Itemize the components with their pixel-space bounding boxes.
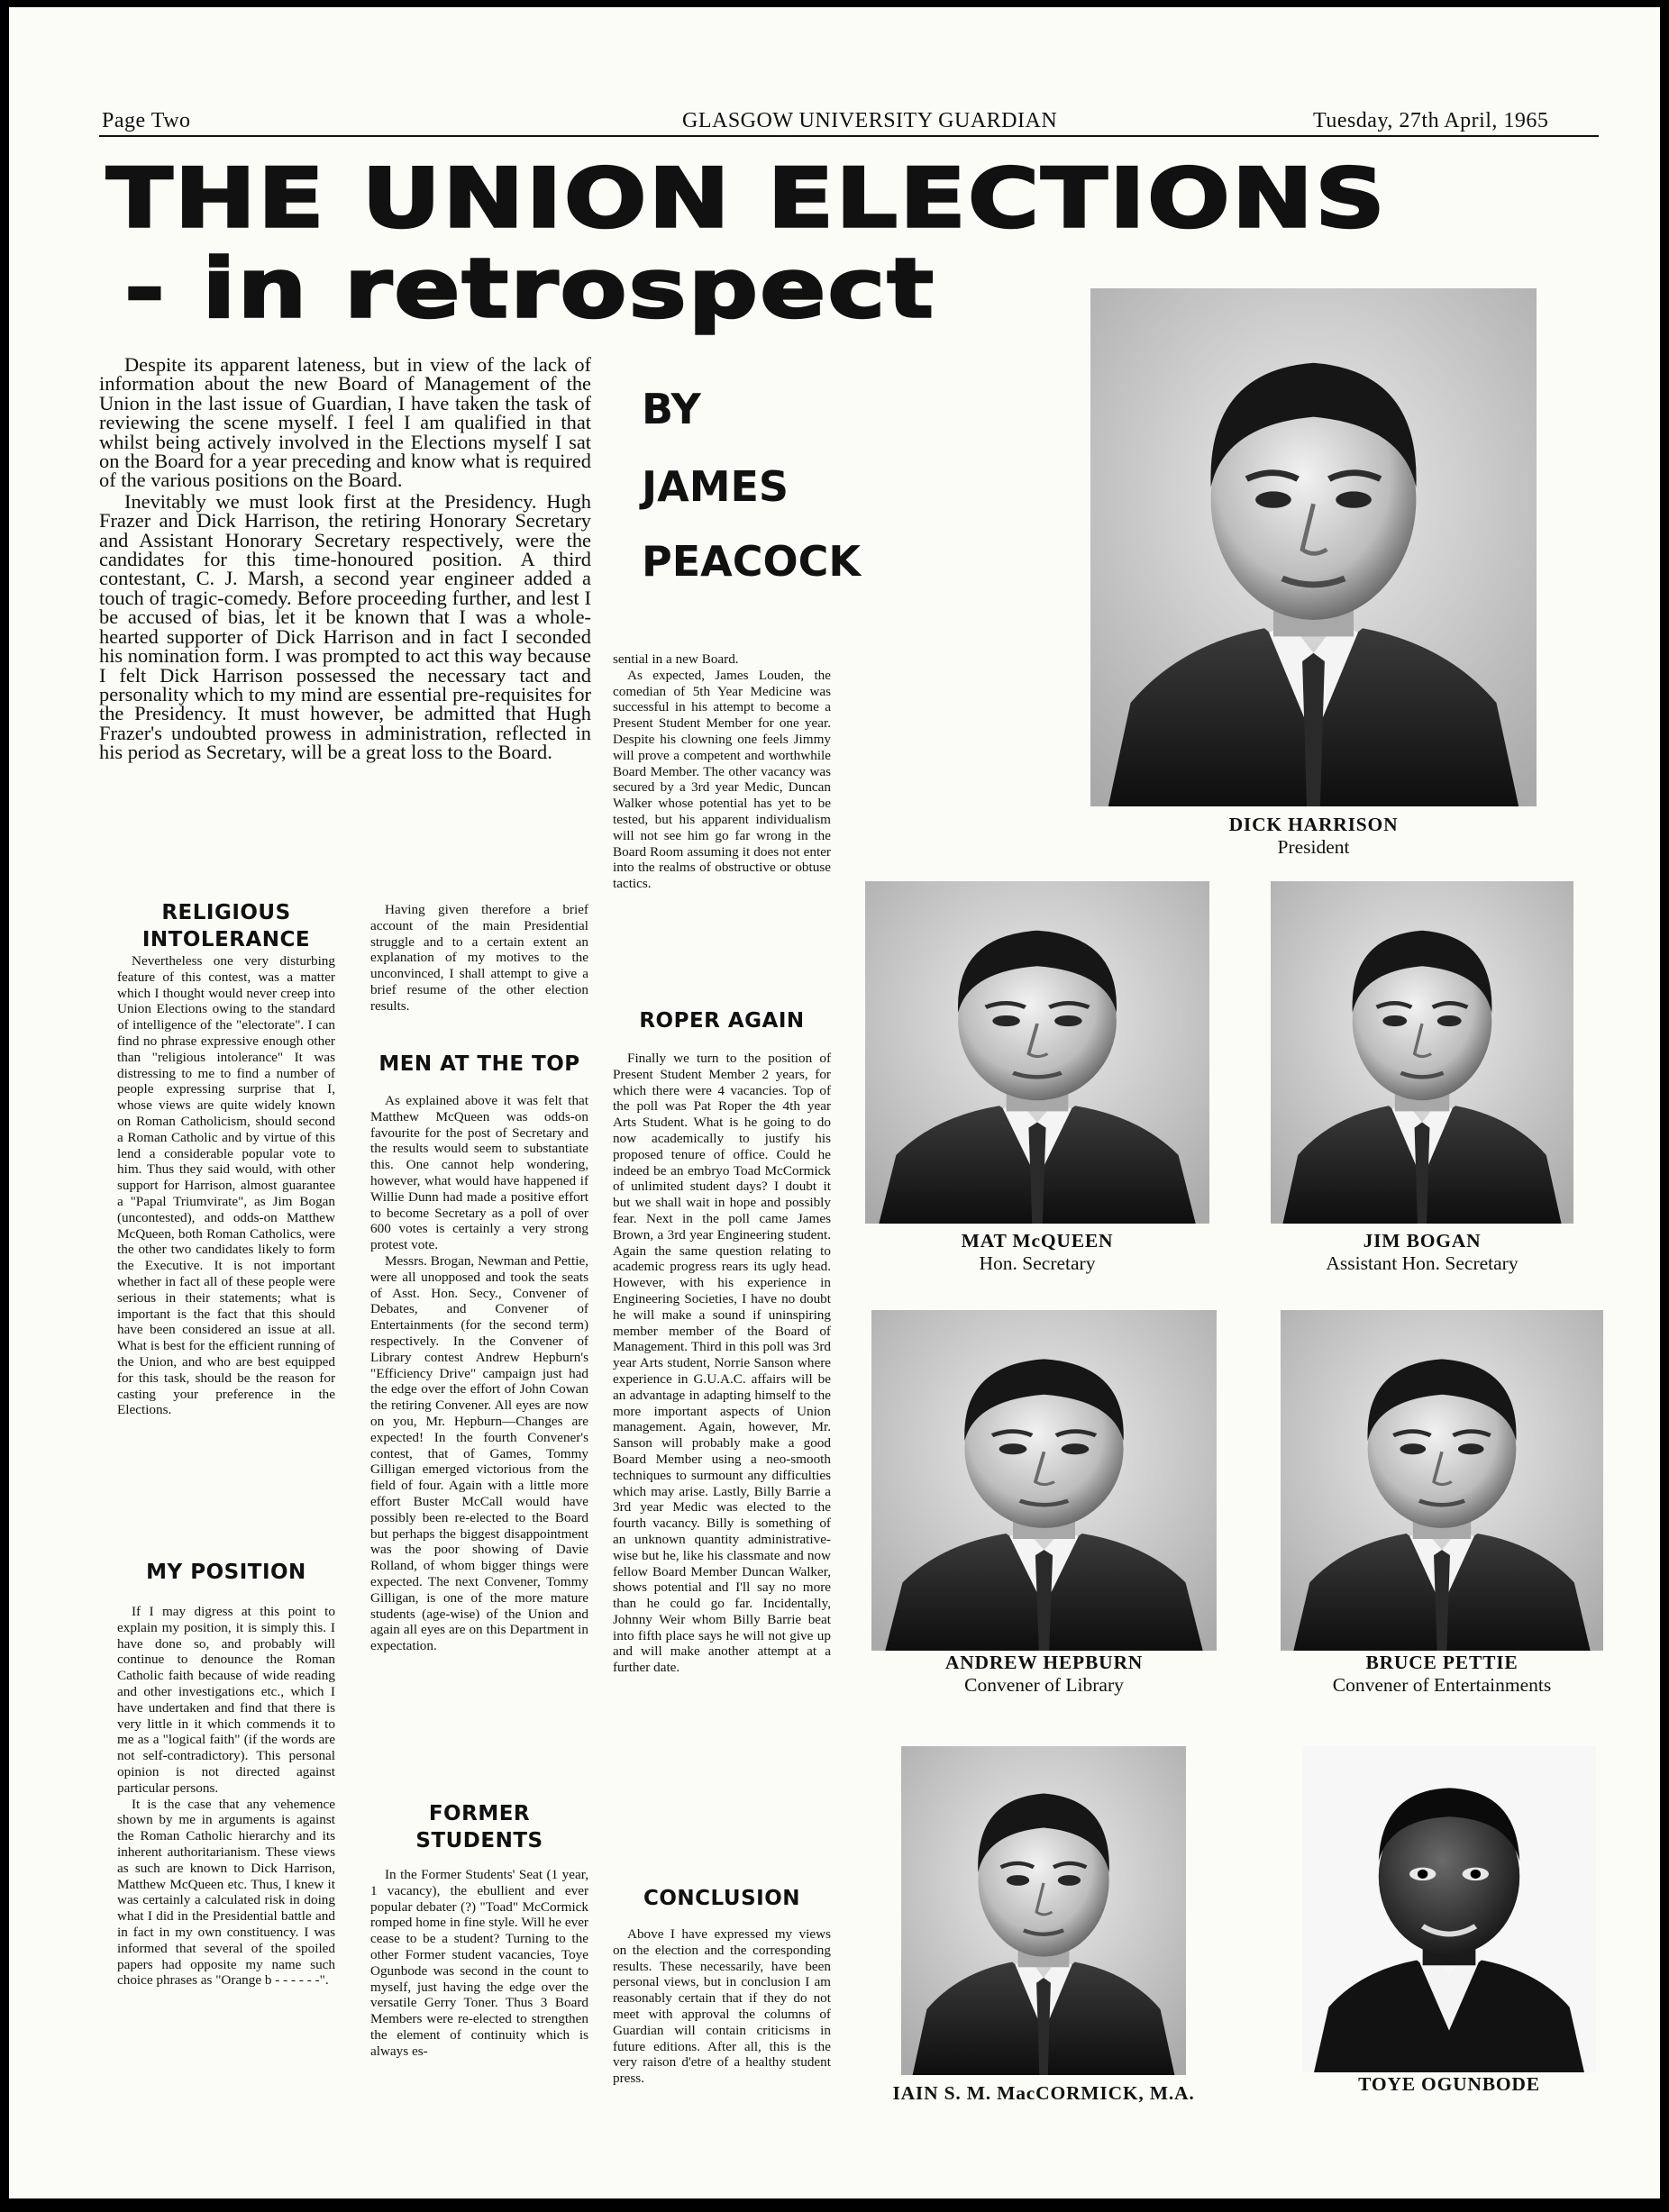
person-role: Assistant Hon. Secretary [1326, 1252, 1519, 1274]
andrew-hepburn-photo [871, 1310, 1217, 1651]
heading-line: FORMER [428, 1802, 531, 1825]
portrait-image [901, 1746, 1186, 2075]
position-text [117, 1604, 335, 1989]
person-name: DICK HARRISON [1228, 814, 1399, 835]
paragraph: If I may digress at this point to explain my position, it is simply this. I have done so, and probably will continue to denounce the Roman Catholic faith because of wide reading and other investigations etc., which I have undertaken and find that there is very little in it which commends it to me as a "logical faith" (if the words are not self-contradictory). This personal opinion is not directed against particular persons. [117, 1604, 335, 1796]
bruce-pettie-caption [1269, 1652, 1615, 1697]
heading-line: STUDENTS [415, 1829, 543, 1852]
toye-ogunbode-caption [1289, 2073, 1610, 2096]
mat-mcqueen-photo [865, 881, 1209, 1224]
byline-last-name: PEACOCK [642, 537, 862, 586]
jim-bogan-caption [1263, 1230, 1581, 1275]
former-heading [370, 1800, 588, 1854]
roper-heading: ROPER AGAIN [639, 1009, 805, 1033]
continued-text: sential in a new Board. [613, 651, 739, 667]
iain-maccormick-caption [863, 2082, 1224, 2105]
former-text [370, 1867, 588, 2060]
paragraph: Nevertheless one very disturbing feature of this contest, was a matter which I thought would never creep into Union Elections owing to the standard of intelligence of the "electorate". I can find no phrase expressive enough other than "religious intolerance" It was distressing to me to find a number of people expressing surprise that I, whose views are quite widely known on Roman Catholicism, should second a Roman Catholic and by virtue of this lend a considerable popular vote to him. Thus they said would, with other support for Harrison, almost guarantee a "Papal Triumvirate", as Jim Bogan (uncontested), and odds-on Matthew McQueen, both Roman Catholics, were the other two candidates likely to form the Executive. It is not important whether in fact all of these people were serious in their statements; what is important is the fact that this should have been considered an issue at all. What is best for the efficient running of the Union, and who are best equipped for this task, should be the reason for casting your preference in the Elections. [117, 953, 335, 1418]
toye-ogunbode-photo [1302, 1746, 1596, 2072]
header-rule [99, 135, 1599, 137]
headline-line1: THE UNION ELECTIONS [106, 151, 1387, 247]
conclusion-text [613, 1926, 831, 2087]
heading-line: RELIGIOUS [161, 901, 291, 924]
newspaper-page [9, 7, 1660, 2198]
portrait-image [1281, 1310, 1603, 1651]
religious-text [117, 953, 335, 1418]
intro-text [99, 355, 591, 764]
person-name: BRUCE PETTIE [1365, 1652, 1519, 1673]
conclusion-heading: CONCLUSION [643, 1887, 800, 1910]
paragraph: Having given therefore a brief account of the main Presidential struggle and to a certain extent an explanation of my motives to the unconvinced, I shall attempt to give a brief resume of the other election results. [370, 902, 588, 1014]
paragraph: In the Former Students' Seat (1 year, 1 vacancy), the ebullient and ever popular debater (?) "Toad" McCormick romped home in fine style. Will he ever cease to be a student? Turning to the other Former student vacancies, Toye Ogunbode was second in the count to myself, just having the edge over the versatile Gerry Toner. Thus 3 Board Members were re-elected to strengthen the element of continuity which is always es- [370, 1867, 588, 2059]
bruce-pettie-photo [1281, 1310, 1603, 1651]
paragraph: Above I have expressed my views on the election and the corresponding results. These necessarily, have been personal views, but in conclusion I am reasonably certain that if they do not meet with approval the columns of Guardian will contain criticisms in future editions. After all, this is the very raison d'etre of a healthy student press. [613, 1926, 831, 2087]
men-text [370, 1093, 588, 1654]
person-role: Convener of Library [964, 1674, 1124, 1696]
heading-line: INTOLERANCE [141, 928, 311, 951]
religious-heading [117, 899, 335, 953]
roper-text [613, 1051, 831, 1676]
portrait-image [1302, 1746, 1596, 2072]
mat-mcqueen-caption [865, 1230, 1209, 1275]
person-name: JIM BOGAN [1363, 1230, 1482, 1252]
col3-top-text [613, 651, 831, 892]
byline-by: BY [642, 385, 701, 433]
person-name: IAIN S. M. MacCORMICK, M.A. [892, 2082, 1195, 2104]
paragraph: It is the case that any vehemence shown by me in arguments is against the Roman Catholic hierarchy and its inherent authoritarianism. These views as such are known to Dick Harrison, Matthew McQueen etc. Thus, I knew it was certainly a calculated risk in doing what I did in the Presidential battle and in fact in my own constituency. I was informed that several of the spoiled papers had opposite my name such choice phrases as "Orange b - - - - - -". [117, 1796, 335, 1989]
dick-harrison-photo [1090, 288, 1537, 806]
person-name: MAT McQUEEN [961, 1230, 1114, 1252]
headline-line2: - in retrospect [124, 241, 936, 337]
person-name: TOYE OGUNBODE [1358, 2073, 1540, 2095]
andrew-hepburn-caption [865, 1652, 1223, 1697]
page-label: Page Two [102, 109, 191, 132]
issue-date: Tuesday, 27th April, 1965 [1313, 109, 1549, 132]
intro-paragraph: Inevitably we must look first at the Presidency. Hugh Frazer and Dick Harrison, the retiring Honorary Secretary and Assistant Honorary Secretary respectively, were the candidates for this time-honoured position. A third contestant, C. J. Marsh, a second year engineer added a touch of tragic-comedy. Before proceeding further, and lest I be accused of bias, let it be known that I was a whole-hearted supporter of Dick Harrison and in fact I seconded his nomination form. I was prompted to act this way because I felt Dick Harrison possessed the necessary tact and personality which to my mind are essential pre-requisites for the Presidency. It must however, be admitted that Hugh Frazer's undoubted prowess in administration, reflected in his period as Secretary, will be a great loss to the Board. [99, 489, 591, 764]
person-name: ANDREW HEPBURN [944, 1652, 1144, 1673]
portrait-image [1090, 288, 1537, 806]
paragraph: Messrs. Brogan, Newman and Pettie, were all unopposed and took the seats of Asst. Hon. Secy., Convener of Debates, and Convener of Entertainments (for the second term) respectively. In the Convener of Library contest Andrew Hepburn's "Efficiency Drive" campaign just had the edge over the effort of John Cowan the retiring Convener. All eyes are now on you, Mr. Hepburn—Changes are expected! In the fourth Convener's contest, that of Games, Tommy Gilligan emerged victorious from the field of four. Again with a little more effort Buster McCall would have possibly been re-elected to the Board but perhaps the biggest disappointment was the poor showing of Davie Rolland, of whom bigger things were expected. The next Convener, Tommy Gilligan, is one of the more mature students (age-wise) of the Union and again all eyes are on this Department in expectation. [370, 1252, 588, 1654]
position-heading: MY POSITION [146, 1561, 306, 1584]
person-role: Hon. Secretary [979, 1252, 1096, 1274]
men-heading: MEN AT THE TOP [378, 1052, 580, 1076]
iain-maccormick-photo [901, 1746, 1186, 2075]
intro-paragraph: Despite its apparent lateness, but in view of the lack of information about the new Board of Management of the Union in the last issue of Guardian, I have taken the task of reviewing the scene myself. I feel I am qualified in that whilst being actively involved in the Elections myself I sat on the Board for a year preceding and know what is required of the various positions on the Board. [99, 353, 591, 492]
person-role: President [1277, 836, 1350, 858]
paper-title: GLASGOW UNIVERSITY GUARDIAN [682, 109, 1058, 132]
jim-bogan-photo [1271, 881, 1573, 1224]
col2-intro [370, 902, 588, 1015]
paragraph: Finally we turn to the position of Present Student Member 2 years, for which there were 4 vacancies. Top of the poll was Pat Roper the 4th year Arts Student. What is he going to do now academically to justify his proposed tenure of office. Could he indeed be an embryo Toad McCormick of unlimited student days? I doubt it but we shall wait in hope and possibly fear. Next in the poll came James Brown, a 3rd year Engineering student. Again the same question relating to academic progress rears its ugly head. However, with his experience in Engineering Societies, I have no doubt he will make a sound if uninspiring member member of the Board of Management. Third in this poll was 3rd year Arts student, Norrie Sanson where experience in G.U.A.C. affairs will be an advantage in adapting himself to the more important aspects of Union management. Again, however, Mr. Sanson will probably make a good Board Member using a neo-smooth techniques to surmount any difficulties which may arise. Lastly, Billy Barrie a 3rd year Medic was elected to the fourth vacancy. Billy is something of an unknown quantity administrative-wise but he, like his classmate and now fellow Board Member Duncan Walker, shows potential and I'll say no more than he could go far. Incidentally, Johnny Weir whom Billy Barrie beat into fifth place says he will not give up and will make another attempt at a further date. [613, 1051, 831, 1676]
paragraph: As explained above it was felt that Matthew McQueen was odds-on favourite for the post of Secretary and the results would seem to substantiate this. One cannot help wondering, however, what would have happened if Willie Dunn had made a positive effort to become Secretary as a poll of over 600 votes is certainly a very strong protest vote. [370, 1093, 588, 1253]
person-role: Convener of Entertainments [1332, 1674, 1552, 1696]
byline-first-name: JAMES [642, 462, 789, 511]
dick-harrison-caption [1090, 814, 1537, 859]
portrait-image [1271, 881, 1573, 1224]
paragraph: As expected, James Louden, the comedian of 5th Year Medicine was successful in his attempt to become a Present Student Member for one year. Despite his clowning one feels Jimmy will prove a competent and worthwhile Board Member. The other vacancy was secured by a 3rd year Medic, Duncan Walker whose potential has yet to be tested, but his apparent individualism will not see him go far wrong in the Board Room assuming it does not enter into the realms of obstructive or obtuse tactics. [613, 667, 831, 892]
portrait-image [865, 881, 1209, 1224]
portrait-image [871, 1310, 1217, 1651]
